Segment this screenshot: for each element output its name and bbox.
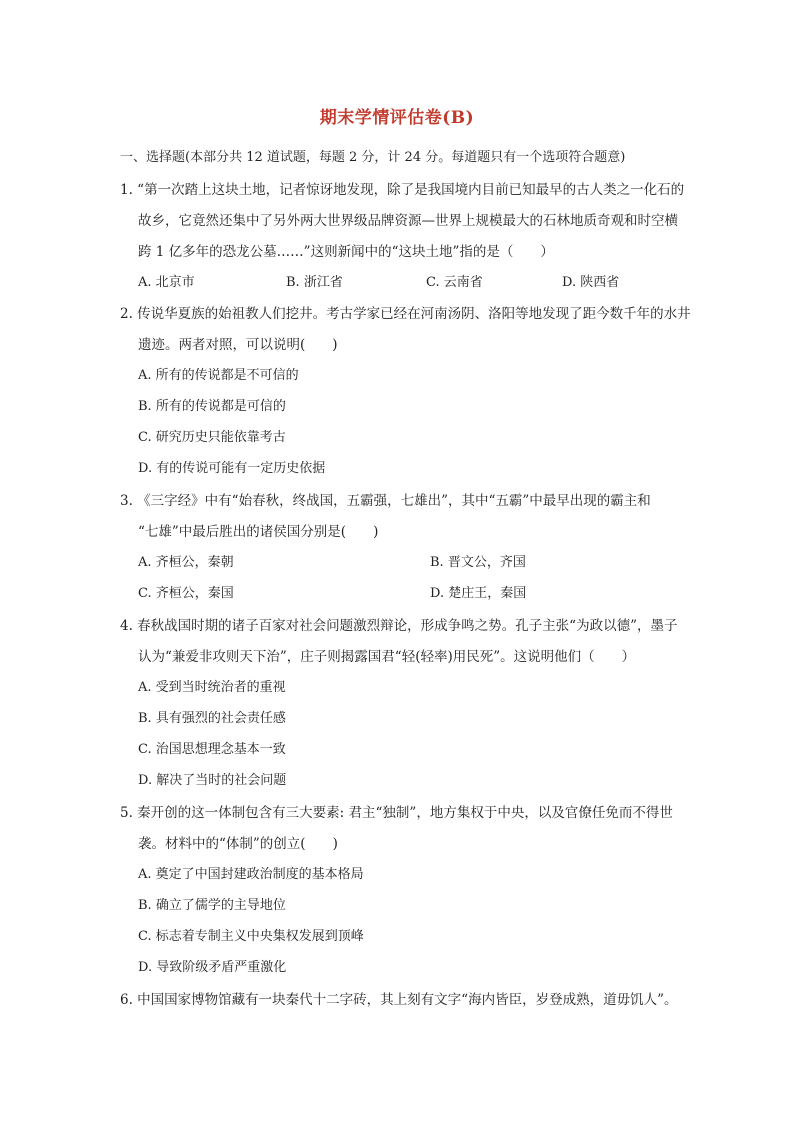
question-4-option-b[interactable]: B. 具有强烈的社会责任感 — [138, 711, 286, 726]
question-3-line-2: “七雄”中最后胜出的诸侯国分别是( ) — [138, 524, 379, 540]
question-2-line-1: 2. 传说华夏族的始祖教人们挖井。考古学家已经在河南汤阴、洛阳等地发现了距今数千年的水井 — [120, 306, 691, 322]
question-5-option-d[interactable]: D. 导致阶级矛盾严重激化 — [138, 960, 287, 975]
question-3-option-a[interactable]: A. 齐桓公，秦朝 — [138, 555, 234, 570]
question-3-option-b[interactable]: B. 晋文公，齐国 — [430, 555, 526, 570]
question-1-line-1: 1. “第一次踏上这块土地，记者惊讶地发现，除了是我国境内目前已知最早的古人类之一化石的 — [120, 182, 685, 198]
section-header: 一、选择题(本部分共 12 道试题，每题 2 分，计 24 分。每道题只有一个选项符合题意) — [120, 150, 626, 165]
question-1-line-2: 故乡，它竟然还集中了另外两大世界级品牌资源—世界上规模最大的石林地质奇观和时空横 — [138, 213, 678, 229]
question-4-line-1: 4. 春秋战国时期的诸子百家对社会问题激烈辩论，形成争鸣之势。孔子主张“为政以德”，墨子 — [120, 618, 678, 634]
question-1-option-a[interactable]: A. 北京市 — [138, 275, 195, 290]
question-6-line-1: 6. 中国国家博物馆藏有一块秦代十二字砖，其上刻有文字“海内皆臣，岁登成熟，道毋饥人”。 — [120, 992, 678, 1008]
question-1-option-b[interactable]: B. 浙江省 — [286, 275, 343, 290]
question-5-option-b[interactable]: B. 确立了儒学的主导地位 — [138, 898, 286, 913]
question-5-line-1: 5. 秦开创的这一体制包含有三大要素: 君主“独制”，地方集权于中央，以及官僚任免而不得世 — [120, 805, 673, 821]
question-4-option-a[interactable]: A. 受到当时统治者的重视 — [138, 680, 286, 695]
question-2-option-c[interactable]: C. 研究历史只能依靠考古 — [138, 430, 286, 445]
question-2-line-2: 遗迹。两者对照，可以说明( ) — [138, 337, 338, 353]
question-4-option-d[interactable]: D. 解决了当时的社会问题 — [138, 773, 287, 788]
exam-title: 期末学情评估卷(B) — [319, 108, 475, 128]
question-3-option-d[interactable]: D. 楚庄王，秦国 — [430, 586, 527, 601]
question-5-line-2: 袭。材料中的“体制”的创立( ) — [138, 836, 338, 852]
question-5-option-c[interactable]: C. 标志着专制主义中央集权发展到顶峰 — [138, 929, 364, 944]
question-1-line-3: 跨 1 亿多年的恐龙公墓……”这则新闻中的“这块土地”指的是（ ） — [138, 244, 554, 260]
question-1-option-c[interactable]: C. 云南省 — [426, 275, 483, 290]
question-5-option-a[interactable]: A. 奠定了中国封建政治制度的基本格局 — [138, 867, 364, 882]
question-2-option-d[interactable]: D. 有的传说可能有一定历史依据 — [138, 461, 326, 476]
question-3-option-c[interactable]: C. 齐桓公，秦国 — [138, 586, 234, 601]
question-4-line-2: 认为“兼爱非攻则天下治”，庄子则揭露国君“轻(轻率)用民死”。这说明他们（ ） — [138, 649, 636, 665]
question-1-option-d[interactable]: D. 陕西省 — [562, 275, 620, 290]
question-2-option-a[interactable]: A. 所有的传说都是不可信的 — [138, 368, 299, 383]
question-3-line-1: 3. 《三字经》中有“始春秋，终战国，五霸强，七雄出”，其中“五霸”中最早出现的霸主和 — [120, 493, 651, 509]
question-4-option-c[interactable]: C. 治国思想理念基本一致 — [138, 742, 286, 757]
question-2-option-b[interactable]: B. 所有的传说都是可信的 — [138, 399, 286, 414]
